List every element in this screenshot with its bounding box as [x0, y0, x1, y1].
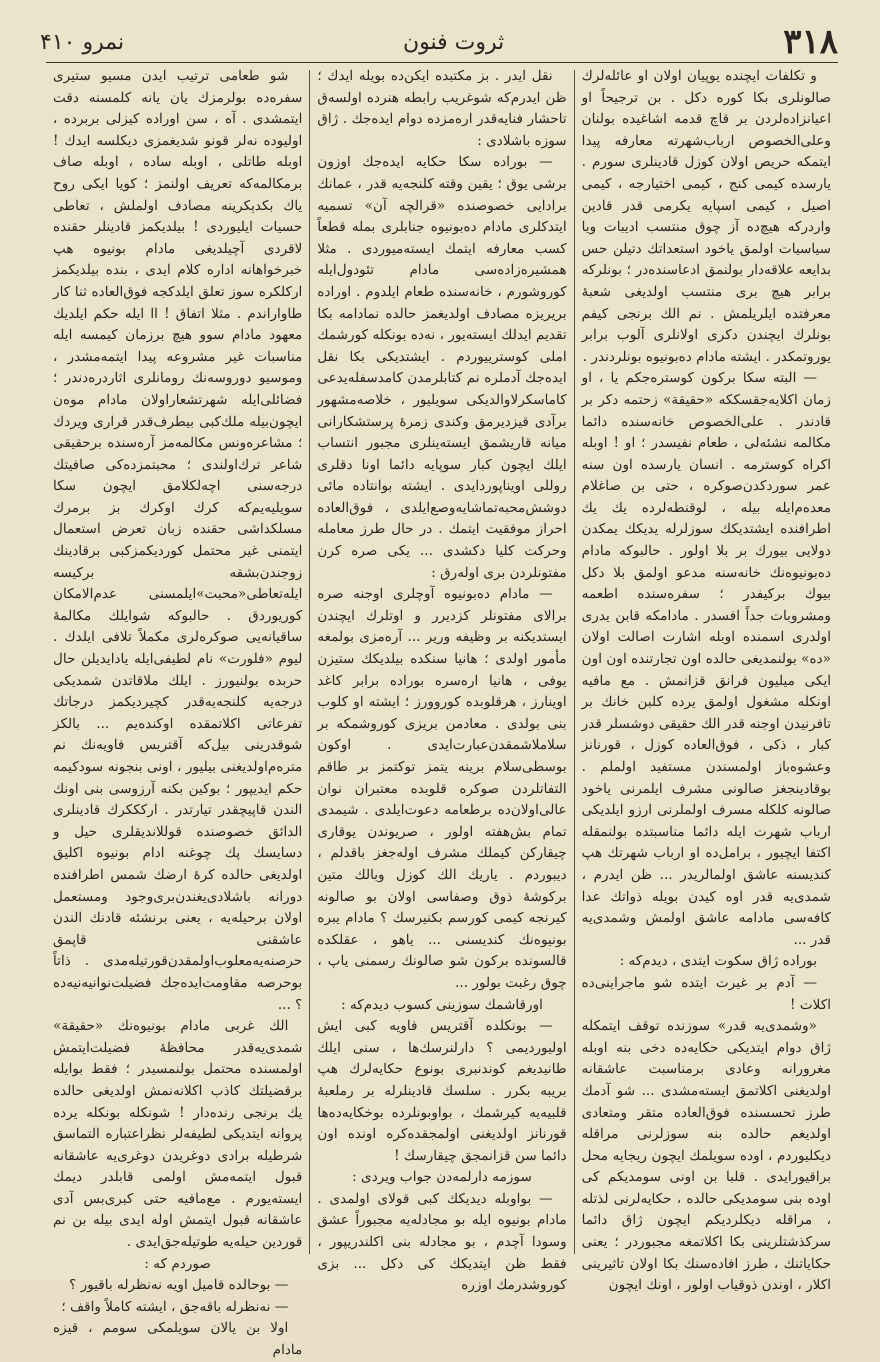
page-header [40, 22, 838, 62]
column-right [575, 66, 838, 1294]
header-rule [46, 62, 838, 63]
paragraph: الك غربى مادام بونيوه‌نك «حقيقة» شمدى‌يه‌قدر محافظهٔ فضيلت‌ايتمش اولمسنده محتمل بولنمسيدر ؛ فقط بوايله برقضيلتك كاذب اكلانه‌نمش اولديغى حالده يك برنجى رنده‌دار ! شونكله بونكله يرده پروانه ايتديكى لطيفه‌لر نظراعتباره التماسق شرطيله برادى دوغريدن دوغرى‌يه عاشقانه قبول ايتمه‌مش اولمى قابلدر ديمك ايستەيورم . مع‌مافيه حتى كبرى‌بس آدى عاشقانه قبول ايتمش اوله ايدى بيله بن نم قوردين حيلەيه طوتيله‌جق‌ايدى . [53, 1018, 303, 1251]
paragraph: سوزمه دارلمه‌دن جواب ويردى : [352, 1169, 532, 1186]
paragraph: شو طعامى ترتيب ايدن مسيو ستيرى سفره‌ده بولرمزك يان يانه كلمسنه دقت ايتمشدى . آه ، سن اوراده كيزلى بربرده ، اوليوده نه‌لر قونو شديغمزى ديكلسه ايدك ! اوبله طاتلى ، اوبله ساده ، اوبله صاف برمكالمه‌كه تعريف اولنمز ؛ كويا ايكى روح ياك بكدېكرينه مصادف اولملش ، تعاطى حسيات ايليوردى ! بيلديكمز قادينلر حقنده لاقردى آچيلديغى مادام بونيوه هپ خبرخواهانه اداره كلام ايدى ، بنده بيلديكمز اركلكره سوز تعلق ايلدكجه فوق‌العاده ثنا كار طاواراندم . مثلا اتفاق ! اا ايله حكم ايلديك معهود مادام سوو هيچ برزمان كيمسه ايله مناسبات غير مشروعه پيدا ايتمه‌مشدر ، وموسيو دوروسه‌نك رومانلرى اثاردرەدندر ؛ فضائلى‌ايله شهرتشعاراولان مادام موەن ايچون‌بيله ملك‌كبى بيطرف‌قدر قرارى ويردك ؛ مشاعره‌ونس مكالمه‌مز آره‌سنده برحقيقى شاعر ترك‌اولندى ؛ محبتمزده‌كى صافيتك درجه‌سنى اچه‌لكلامق ايچون سكا سويليەيم‌كه كرك اوكرك بز برمرك مسلكداشى حقنده زبان تعرض استعمال ايتمنى غير محتمل كورديكمزكبى برقادينك زوجندن‌بشقه بركيسه ايله‌تعاطى«محبت»ايلمسنى عدم‌الامكان كوريوردق . حالبوكه شوايلك مكالمهٔ ساقيانه‌يى صوكره‌لرى مكملاً تلافى ايلدك . ليوم «فلورت» نام لطيفى‌ايله يادايديلن حال حربده بولنيورز . ايلك ملاقاتدن شمديكى درجه‌يه كلنجه‌يه‌قدر كچيرديكمز درجاتك تفرعاتى اكلاتمقده اوكنده‌يم ... بالكز شوقدرينى بيل‌كه آقتريس فاويه‌نك نم مترەم‌اولديغنى بيليور ، اونى بنجونه سودكيمه حكم ايديپور ؛ بوكين بكنه آرزوسى بنى اونك الندن قاپيچقدر تيارتدر . اركككرك قادينلرى الدائق خصوصنده قوللانديقلرى حيل و دسايسك پك چوغنه ادام بونيوه اكليق اولديغى حالده كرهٔ ارضك شمس اطرافنده دورانه باشلادى‌يغندن‌برى‌وجود ومستعمل اولان برحيله‌يه ، يعنى برنشئه قادنك الندن عاشقنى قاپمق حرصنه‌يه‌معلوب‌اولمقدن‌قورتيله‌مدى . ذاتاً بوحرصه مقاومت‌ايده‌جك فضيلت‌نوانيه‌نيه‌ده ؟ ... [53, 68, 303, 1013]
paragraph: — بوحالده قاميل اويه نه‌نظرله باقيور ؟ [69, 1277, 289, 1294]
text-columns [46, 66, 838, 1359]
page-number: ۳۱۸ [783, 22, 838, 62]
paragraph: — البته سكا بركون كوستره‌جكم يا ، او زمان اكلايه‌جقسككه «حقيقة» زحتمه دكر بر قادندر . على‌الخصوص خانه‌سنده دائما مكالمه نشئه‌لى ، طعام نفيسدر ؛ او ! اوبله اكراه كوسترمه . انسان يارسده اون سنه عمر سوردكدن‌صوكره ، حتى بن صاغلام معدەم‌ايله بيله ، لوقنطه‌لرده يك يك اطرافنده ايشتديكك سوزلرله يديكك يمكدن دولايى بيورك بر بلا اولور . حالبوكه مادام دەبونيوه‌نك خانه‌سنه مدعو اولمق بلا دكل بيوك بركيفدر ؛ سفره‌سنده اطعمه ومشروبات جداً افسدر . مادامكه قابن يدرى اولدرى اسمنده اوبله اشارت اصالت اولان «ده» بولنمديغى حالده اون تجارتنده اون اون ايكى ميليون فرانق قزانمش . مع مافيه اونكله مشغول اولمق يرده كلبن خانك بر تافرنيدن اوجنه قدر الك حقيقى دوشسلر قدر كبار ، ذكى ، فوق‌العاده كوزل ، قورنانز وعشوه‌باز اولمسندن مستفيد اولملم . بوقادينجغز صالونى مشرف ايلمرنى ياخود صالونه كلكله مسرف اولملرنى ارزو ايلديكى ارباب شهرت ايله دائما مناسبتده بولنمقله اكتفا ايچيور ، برامل‌ده او ارباب شهرتك هپ كنديسنه عاشق اولمالريدر ... ظن ايدرم ، شمدى‌يه قدر اوه كيدن بويله ذواتك عدا كافه‌سى مادامه عاشق اولمش وشمدى‌يه قدر ... [581, 370, 831, 948]
paragraph: — نه‌نظرله باقه‌جق ، ايشته كاملاً واقف ؛ [61, 1298, 289, 1315]
paragraph: — مادام دەبونيوه آوچلرى اوجنه صره برالاى مفتونلر كزديرر و اوتلرك ايچندن ايستديكنه بر وظيفه ورير ... آره‌مزى بولمغه مأمور اولدى ؛ هانيا سنكده بيلديكك ستيزن يوفى ، هانيا ارەسره بوراده برابر كاغد اوينارز ، هرقلوبده كوروورز ؛ ايشته او كلوب بنى بولدى . معادمن بريزى كوروشمكه بر سلاملاشمقدن‌عبارت‌ايدى . اوكون بوسطى‌سلام برينه يتمز توكتمز بر طاقم التفاتلردن صوكره قلوبده معتبران نوان عالى‌اولان‌ده برطعامه دعوت‌ايلدى . شيمدى تمام بش‌هفته اولور ، صريوندن يوقارى چيقاركن كيملك مشرف اوله‌جغز باقدلم ، ديبوردم . ياريك الك كوزل وبالك متين بركوشهٔ ذوق وصفاسى اولان بو صالونه كيرنجه كيمى كورسم بكنيرسك ؟ مادام يبره‌ بونيوه‌نك كنديسنى ... ياهو ، عقلكده قالسونده بركون شو صالونك رسمنى ياپ ، چوق رغبت بولور ... [317, 586, 567, 991]
paragraph: — بواوبله ديديكك كبى قولاى اولمدى . مادام بونيوه ايله بو مجادله‌يه مجبوراً عشق وسودا آچدم ، بو مجادله بنى اكلندريپور ، فقط ظن ايتديكك كى دكل ... بزى كوروشدرمك اوزره [317, 1190, 567, 1294]
paragraph: اورقاشمك سوزينى كسوب ديدم‌كه : [341, 996, 543, 1013]
paragraph: اولا بن يالان سويلمكى سومم ، قيزه مادام [53, 1320, 303, 1359]
paragraph: — بونكلده آقتريس فاويه كبى ايش اوليورديمى ؟ دارلنرسك‌ها ، سنى ايلك طانيديغم كوندنبرى بونوع حكايه‌لرك هپ بريبه بكرر . سلسك قادينلرله بر رملعبهٔ قلبيه‌يه كيرشمك ، بواوبونلرده بوخكايه‌ده‌ها قورنانز اولديغنى اولمجقده‌كره اونده اون دائما سن قزانمجق چيقارسك ! [317, 1018, 567, 1164]
paragraph: نقل ايدر . بز مكتبده ايكن‌ده بويله ايدك ؛ ظن ايدرم‌كه شوغريب رابطه هنرده اولسه‌ق تاحشار فنايه‌قدر ارەمزده دوام ايده‌جك . ژاق سوزه باشلادى : [317, 68, 567, 149]
paragraph: بوراده ژاق سكوت ايتدى ، ديدم‌كه : [619, 953, 817, 970]
paragraph: — بوراده سكا حكايه ايده‌جك اوزون برشى يوق ؛ يقين وقته كلنجه‌يه قدر ، عمانك برادايى خصوصنده «قرالچه آن» تسميه ايتدكلرى مادام دەبونيوه جنابلرى بمله قطعاً كسب معارفه ايتمك ايسته‌ميوردى . مثلا همشيره‌زاده‌سى مادام تئودول‌ايله كوروشورم ، خانه‌سنده طعام ايلدوم . اوراده بريريزه مصادف اولديغمز حالده نمادامه بكا تقديم ايدلك ايسته‌يور ، نه‌ده بونكله كورشمك املى كوسترييوردم . ايشتديكى بكا نقل ايده‌جك آدملره نم كتابلرمدن كامدسفلەيدعى كاماسكرلاوالديكى سويليور ، خلاصه‌مشهور برآدى قيزديرمق وكندى زمرهٔ پرستشكارانى ميانه قاريشمق ايسته‌ينلرى مجبور انتساب ايلك ايچون كبار سوپايه دائما اونا دقلرى روللى اويناپوردايدى . ايشته بوانتاده مائى دوشش‌محبه‌تماشايه‌وصع‌ايلدى ، فوق‌العاده احراز موفقيت ايتمك . در حال طرز معامله وحركت كليا دكشدى ... يكى صره كرن مفتونلردن برى اوله‌رق : [317, 154, 567, 581]
paragraph: صوردم كه : [144, 1255, 211, 1272]
paragraph: «وشمدى‌يه قدر» سوزنده توقف ايتمكله ژاق دوام ايتديكى حكايه‌ده دخى بنه اوبله مغرورانه وعادى برمناسبت عاشقانه اولديغنى اكلاتمق ايسته‌مشدى ... شو آدمك طرز تحسسنده فوق‌العاده متقر ومتعادى اولديغم حالده بنه سوزلرنى مراقله ديكليوردم ، اوده سويلمك ايچون ريجايه محل براقيورايدى . قلبا بن اونى سومديكم كى اوده بنى سومديكى حالده ، حكايه‌لرنى لذتله ، مراقله ديكلرديكم ايچون ژاق دائما سركذشتلرينى بكا اكلاتمغه مجبوردر ؛ يعنى حكاياتنك ، طرز افاده‌سنك بكا اولان تاثيرينى اكلار ، اوندن ذوقياب اولور ، اونك ايچون [581, 1018, 831, 1294]
issue-number: نمرو ۴۱۰ [40, 29, 125, 55]
journal-title: ثروت فنون [403, 29, 505, 55]
column-middle [310, 66, 573, 1294]
column-left [46, 66, 309, 1359]
paragraph: — آدم بر غيرت ايتده شو ماجراينى‌ده اكلات ! [581, 974, 831, 1013]
paragraph: و تكلفات ايچنده يوپيان اولان او عائله‌لرك صالونلرى بكا كوره دكل . بن ترجيحاً او اعيانزاده‌لردن بر قاچ قدمه اشاغيده بولنان وعلى‌الخصوص ارباب‌شهرته معارفه پيدا ايتمكه حريص اولان كوزل قادينلرى سورم . يارسده كيمى كنج ، كيمى اختيارجه ، كيمى اصيل ، كيمى اسپايه يكرمى قدر قادين واردركه هيچ‌ده آز چوق منتسب اديبات ويا سياسيات اولمق ياخود استعداتك دتيلن حس بدايعه علاقه‌دار بولنمق ادعاسنده‌در ؛ بونلركه برابر هيچ برى منتسب اولديغى شعبهٔ معرفتده ايلريلمش . نم الك برنجى كيفم بونلرك ايچندن دكرى اولانلرى آلوب برابر يوروتمكدر . ايشته مادام دەبونيوه بونلردندر . [581, 68, 831, 365]
